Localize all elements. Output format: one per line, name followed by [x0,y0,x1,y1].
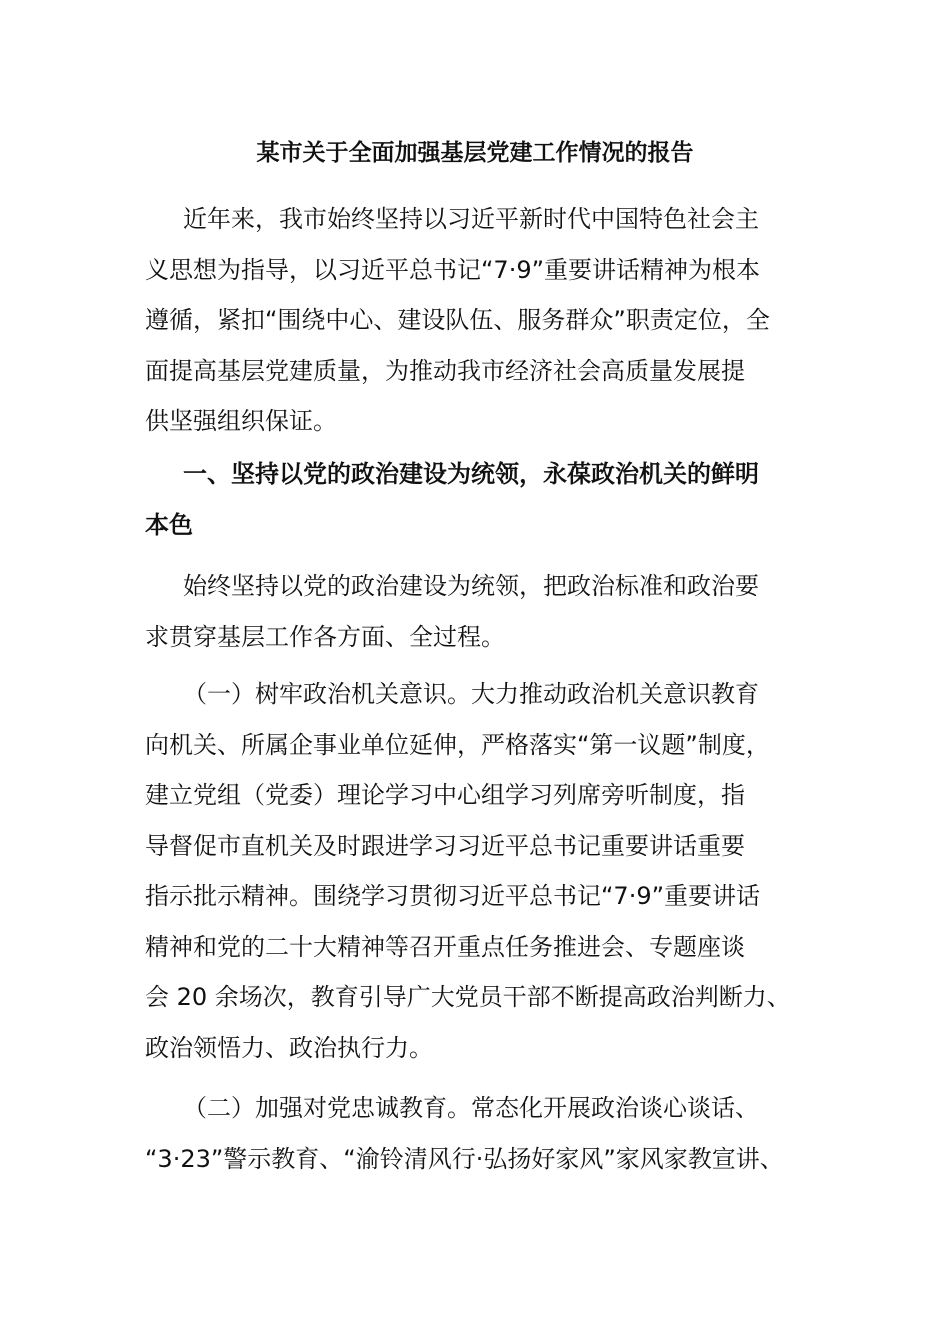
paragraph-line: 供坚强组织保证。 [145,407,337,435]
paragraph-line: “3·23”警示教育、“渝铃清风行·弘扬好家风”家风家教宣讲、 [145,1144,784,1173]
paragraph-line: 面提高基层党建质量，为推动我市经济社会高质量发展提 [145,356,745,385]
paragraph-line: 指示批示精神。围绕学习贯彻习近平总书记“7·9”重要讲话 [145,882,761,910]
paragraph-line: （一）树牢政治机关意识。大力推动政治机关意识教育 [183,680,759,708]
paragraph-line: 遵循，紧扣“围绕中心、建设队伍、服务群众”职责定位，全 [145,306,770,334]
section-1-intro-paragraph [145,561,759,662]
paragraph-line: 会 20 余场次，教育引导广大党员干部不断提高政治判断力、 [145,983,791,1011]
paragraph-line: 近年来，我市始终坚持以习近平新时代中国特色社会主 [183,205,759,233]
paragraph-line: 政治领悟力、政治执行力。 [145,1033,433,1062]
subsection-1-paragraph [145,669,791,1073]
paragraph-line: 始终坚持以党的政治建设为统领，把政治标准和政治要 [183,572,759,600]
paragraph-line: （二）加强对党忠诚教育。常态化开展政治谈心谈话、 [183,1094,759,1122]
paragraph-line: 义思想为指导，以习近平总书记“7·9”重要讲话精神为根本 [145,255,761,284]
paragraph-line: 导督促市直机关及时跟进学习习近平总书记重要讲话重要 [145,831,745,860]
paragraph-line: 向机关、所属企事业单位延伸，严格落实“第一议题”制度， [145,730,770,759]
section-heading-1 [145,449,759,550]
paragraph-line: 求贯穿基层工作各方面、全过程。 [145,622,505,651]
paragraph-line: 精神和党的二十大精神等召开重点任务推进会、专题座谈 [145,932,745,961]
heading-line: 一、坚持以党的政治建设为统领，永葆政治机关的鲜明 [183,460,759,488]
heading-line: 本色 [145,510,193,539]
document-title: 某市关于全面加强基层党建工作情况的报告 [256,140,694,166]
paragraph-line: 建立党组（党委）理论学习中心组学习列席旁听制度，指 [145,781,745,809]
intro-paragraph [145,194,770,447]
subsection-2-paragraph [145,1083,784,1184]
